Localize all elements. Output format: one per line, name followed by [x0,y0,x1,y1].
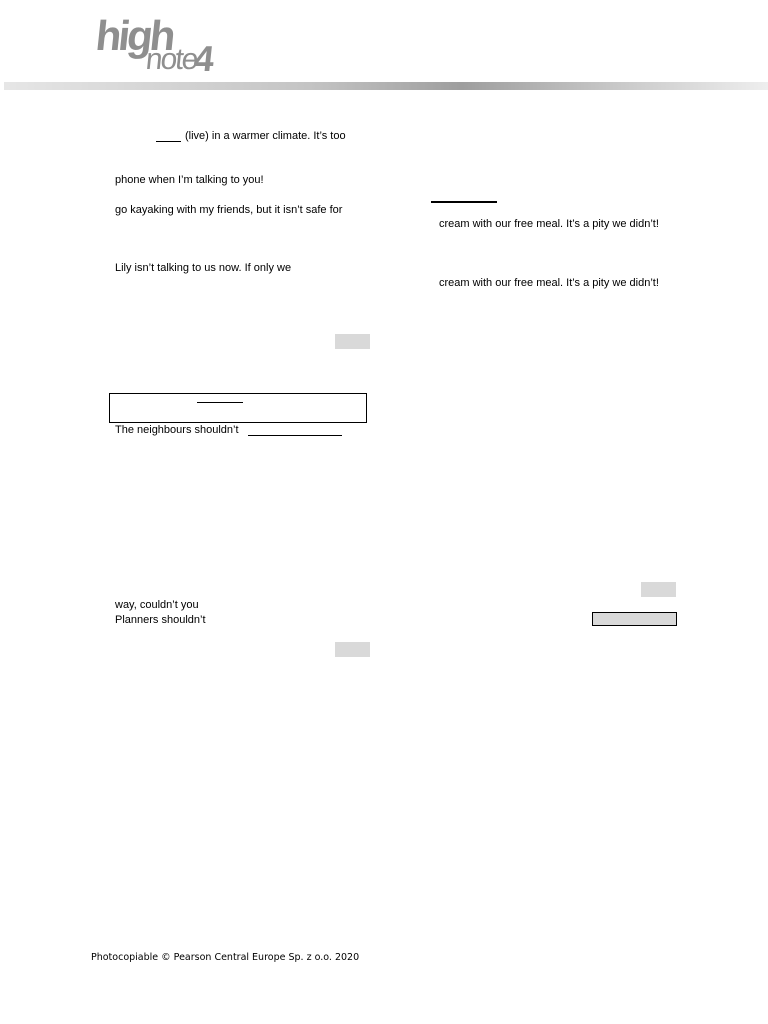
logo-word-high: high [93,12,176,59]
logo-number: 4 [191,38,217,79]
answer-blank[interactable] [431,201,497,203]
high-note-logo [94,14,224,78]
sentence-text: Lily isn’t talking to us now. If only we [115,262,292,274]
word-box-line [197,402,243,403]
sentence-text: The neighbours shouldn’t [115,424,239,436]
score-box [641,582,676,597]
word-box [109,393,367,423]
sentence-text: phone when I’m talking to you! [115,174,264,186]
sentence-text: go kayaking with my friends, but it isn’t safe for [115,204,343,216]
sentence-text: cream with our free meal. It’s a pity we didn’t! [439,218,659,230]
score-box [335,642,370,657]
logo-word-note: note [144,43,199,76]
answer-blank[interactable] [156,141,181,142]
sentence-text: way, couldn’t you [115,599,199,611]
sentence-text: Planners shouldn’t [115,614,206,626]
sentence-text: cream with our free meal. It’s a pity we didn’t! [439,277,659,289]
copyright-footer: Photocopiable © Pearson Central Europe Sp. z o.o. 2020 [91,952,360,963]
header-rule [4,82,768,90]
total-score-box [592,612,677,626]
sentence-text: (live) in a warmer climate. It’s too [185,130,346,142]
answer-blank[interactable] [248,435,342,436]
score-box [335,334,370,349]
